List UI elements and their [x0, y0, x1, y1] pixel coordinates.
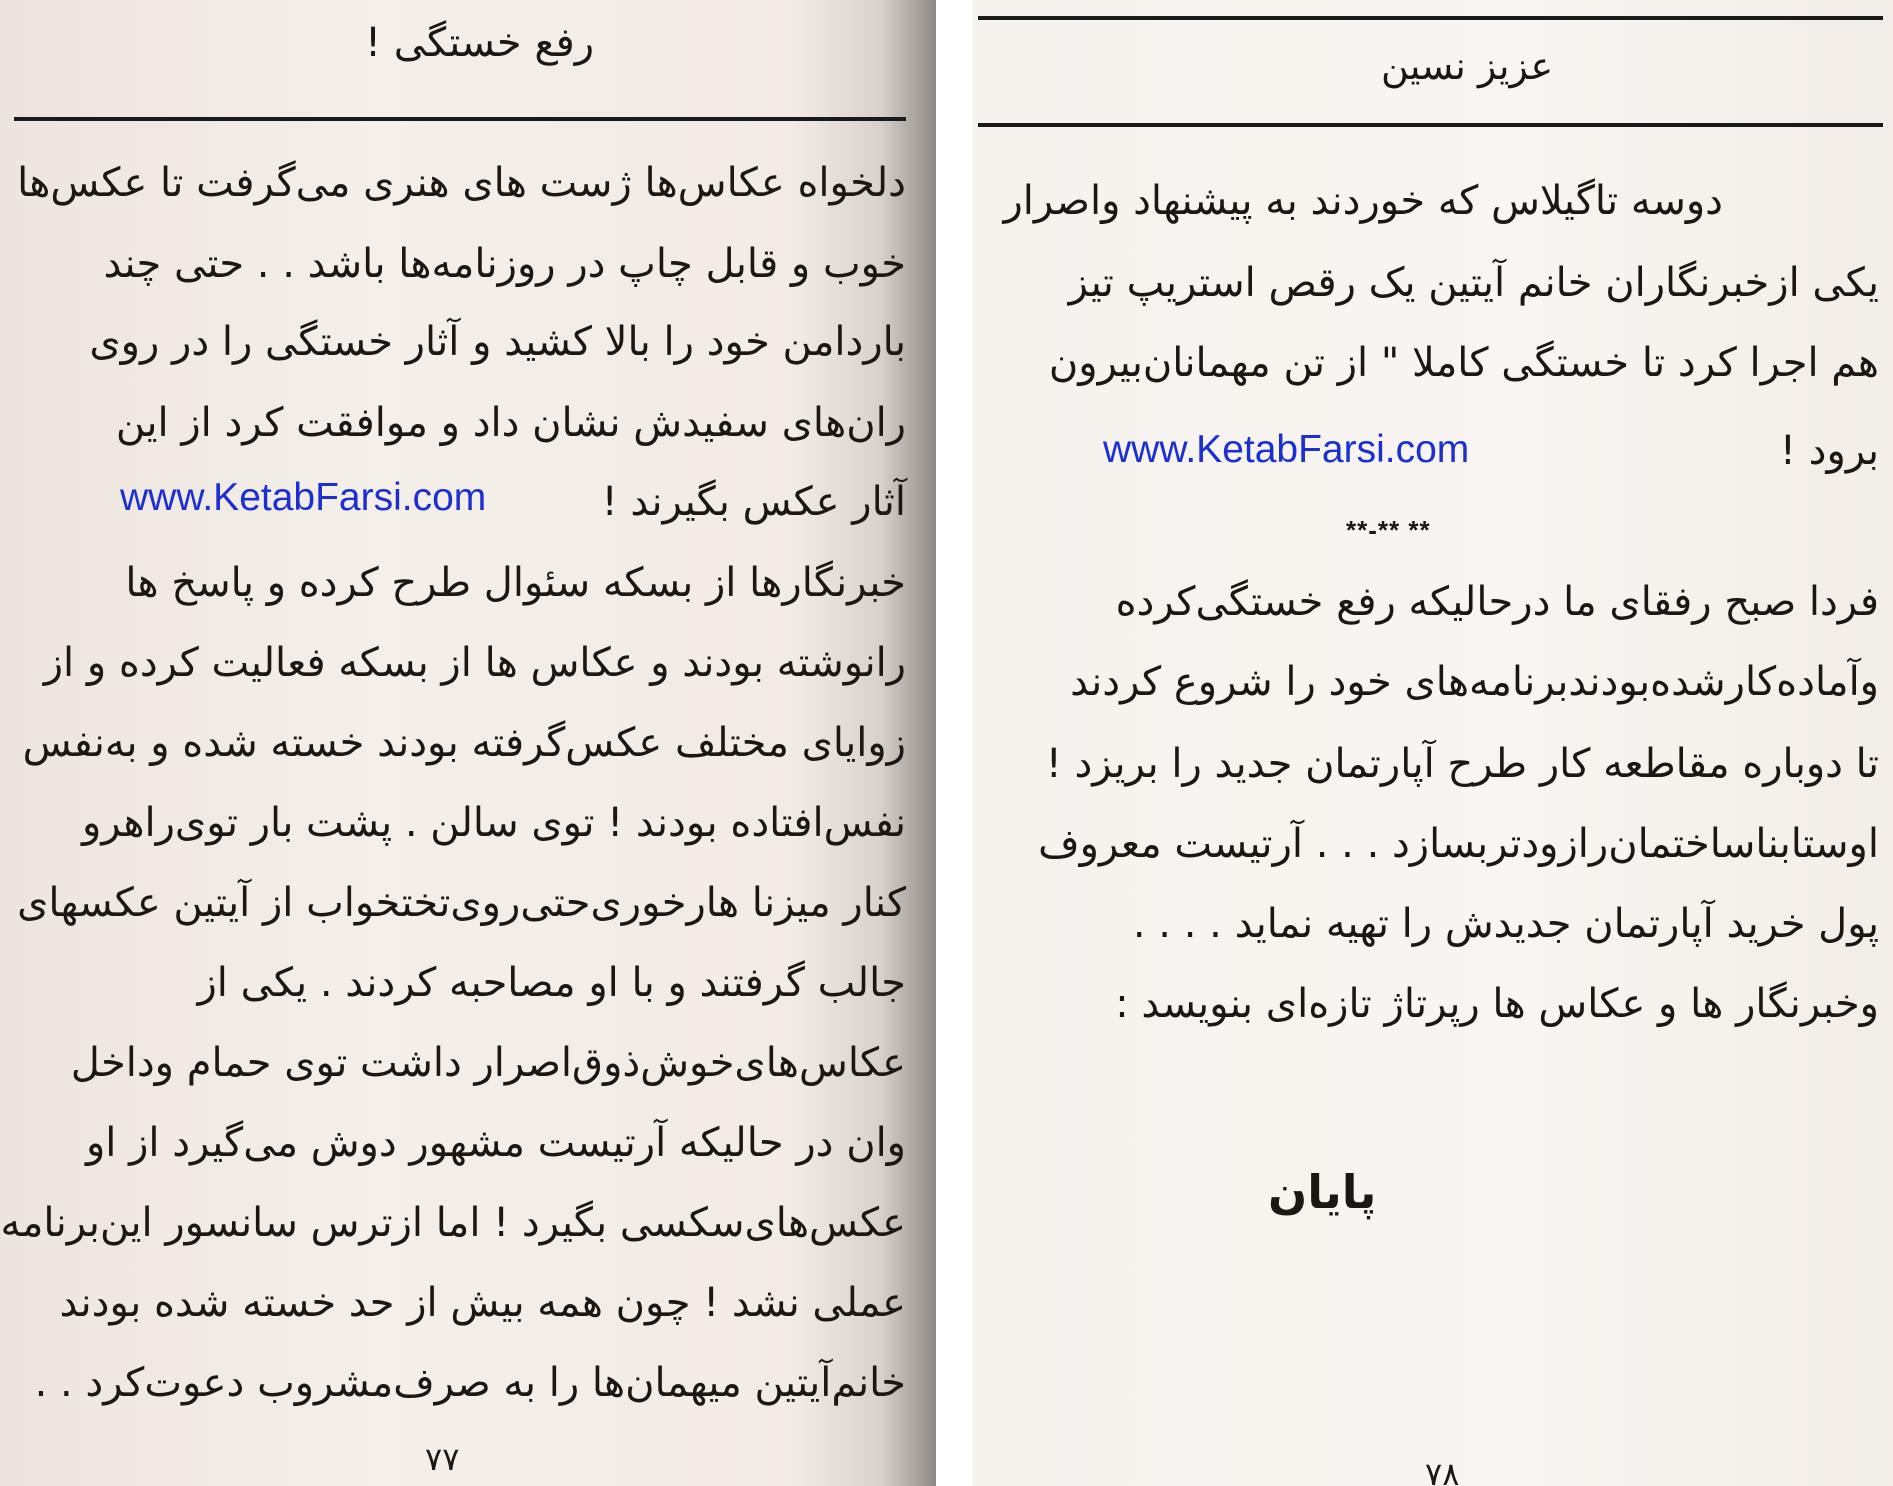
left-watermark-url: www.KetabFarsi.com — [120, 476, 487, 519]
right-line-3: هم اجرا کرد تا خستگی کاملا " از تن مهمانان‌بیرون — [1048, 340, 1879, 386]
left-line-1: دلخواه عکاس‌ها ژست های هنری می‌گرفت تا عکس‌ها — [17, 160, 906, 206]
left-line-10: کنار میزنا هارخوری‌حتی‌روی‌تختخواب از آیتین عکسهای — [17, 880, 906, 926]
left-line-15: عملی نشد ! چون همه بیش از حد خسته شده بودند — [59, 1280, 906, 1326]
right-line-9: پول خرید آپارتمان جدیدش را تهیه نماید . . . . — [1132, 901, 1879, 947]
left-page-header: رفع خستگی ! — [365, 20, 595, 66]
left-header-rule — [14, 117, 906, 121]
right-page-header: عزیز نسین — [1381, 44, 1554, 88]
right-line-6: وآماده‌کارشده‌بودندبرنامه‌های خود را شروع کردند — [1070, 659, 1879, 705]
left-line-6: خبرنگارها از بسکه سئوال طرح کرده و پاسخ ها — [125, 560, 906, 606]
right-line-2: یکی ازخبرنگاران خانم آیتین یک رقص استریپ تیز — [1068, 260, 1879, 306]
right-line-5: فردا صبح رفقای ما درحالیکه رفع خستگی‌کرده — [1115, 579, 1879, 625]
right-page-number: ۷۸ — [1425, 1455, 1460, 1486]
section-separator: **-** ** — [1346, 515, 1431, 545]
right-line-8: اوستابناساختمان‌رازودتربسازد . . . آرتیست معروف — [1038, 821, 1879, 867]
left-line-3: باردامن خود را بالا کشید و آثار خستگی را در روی — [89, 319, 906, 365]
left-line-13: وان در حالیکه آرتیست مشهور دوش می‌گیرد از او — [85, 1120, 906, 1166]
right-header-rule-top — [978, 16, 1883, 20]
left-line-8: زوایای مختلف عکس‌گرفته بودند خسته شده و به‌نفس — [22, 720, 906, 766]
left-page — [0, 0, 936, 1486]
left-line-9: نفس‌افتاده بودند ! توی سالن . پشت بار توی‌راهرو — [81, 800, 906, 846]
right-watermark-url: www.KetabFarsi.com — [1103, 428, 1470, 471]
left-line-4: ران‌های سفیدش نشان داد و موافقت کرد از این — [115, 400, 906, 446]
right-line-7: تا دوباره مقاطعه کار طرح آپارتمان جدید را بریزد ! — [1045, 741, 1879, 787]
left-line-11: جالب گرفتند و با او مصاحبه کردند . یکی از — [197, 960, 906, 1006]
left-line-2: خوب و قابل چاپ در روزنامه‌ها باشد . . حتی چند — [103, 241, 906, 287]
left-line-5: آثار عکس بگیرند ! — [601, 479, 906, 525]
left-line-12: عکاس‌های‌خوش‌ذوق‌اصرار داشت توی حمام وداخل — [70, 1040, 906, 1086]
left-line-16: خانم‌آیتین میهمان‌ها را به صرف‌مشروب دعوت‌کرد . . — [34, 1360, 906, 1406]
page-gutter — [936, 0, 973, 1486]
right-line-4: برود ! — [1779, 428, 1879, 474]
right-line-1: دوسه تاگیلاس که خوردند به پیشنهاد واصرار — [1003, 178, 1723, 224]
left-line-14: عکس‌های‌سکسی بگیرد ! اما ازترس سانسور این‌برنامه — [0, 1200, 906, 1246]
end-word: پایان — [1268, 1165, 1377, 1219]
right-line-10: وخبرنگار ها و عکاس ها رپرتاژ تازه‌ای بنویسد : — [1115, 981, 1879, 1027]
left-line-7: رانوشته بودند و عکاس ها از بسکه فعالیت کرده و از — [43, 640, 906, 686]
left-page-number: ۷۷ — [425, 1440, 460, 1478]
right-page — [973, 0, 1893, 1486]
right-header-rule-bottom — [978, 123, 1883, 127]
